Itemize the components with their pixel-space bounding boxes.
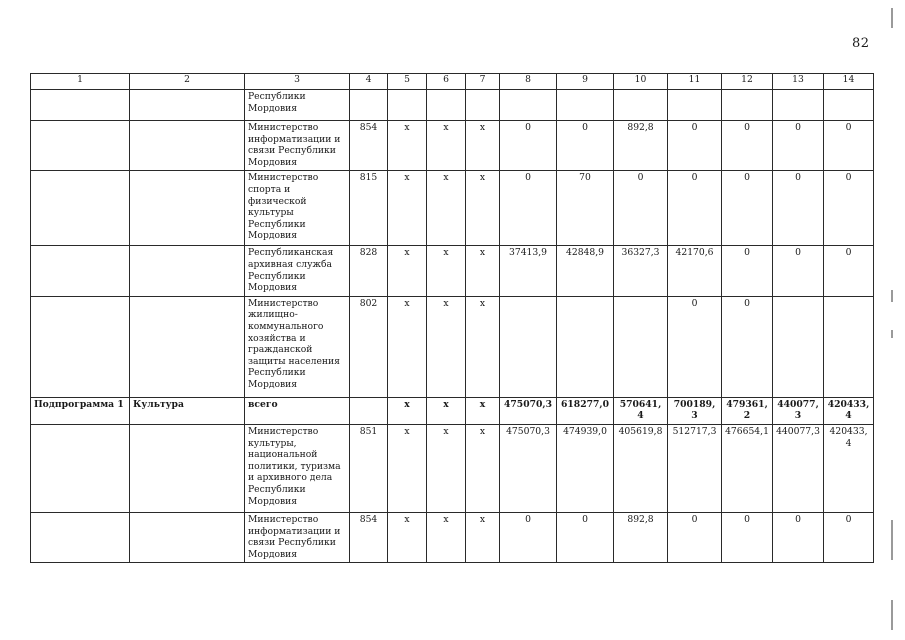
table-cell-col-4: 854	[350, 512, 388, 562]
table-cell-col-1	[31, 121, 130, 171]
column-header-2: 2	[130, 74, 245, 90]
table-cell-col-9: 0	[557, 512, 614, 562]
table-cell-col-3: Республиканская архивная служба Республики Мордовия	[245, 246, 350, 296]
table-cell-col-11: 0	[668, 512, 722, 562]
column-header-10: 10	[614, 74, 668, 90]
table-cell-col-9: 42848,9	[557, 246, 614, 296]
table-cell-col-2	[130, 171, 245, 246]
table-cell-col-14	[824, 296, 874, 397]
table-row	[31, 424, 874, 512]
table-cell-col-3: Министерство спорта и физической культуры Республики Мордовия	[245, 171, 350, 246]
table-row	[31, 121, 874, 171]
table-cell-col-6: х	[427, 246, 466, 296]
table-cell-col-13: 0	[773, 246, 824, 296]
table-cell-col-5: х	[388, 397, 427, 424]
table-cell-col-12: 0	[722, 246, 773, 296]
table-cell-col-11: 700189,3	[668, 397, 722, 424]
table-cell-col-8: 0	[500, 512, 557, 562]
table-cell-col-5: х	[388, 424, 427, 512]
table-cell-col-3: Министерство культуры, национальной политики, туризма и архивного дела Республики Мордовия	[245, 424, 350, 512]
table-cell-col-1	[31, 296, 130, 397]
table-cell-col-6: х	[427, 171, 466, 246]
table-cell-col-8: 0	[500, 121, 557, 171]
table-cell-col-10: 892,8	[614, 121, 668, 171]
table-cell-col-12: 479361,2	[722, 397, 773, 424]
table-row	[31, 512, 874, 562]
table-cell-col-3: Министерство информатизации и связи Республики Мордовия	[245, 512, 350, 562]
table-row	[31, 90, 874, 121]
table-cell-col-3: Министерство жилищно-коммунального хозяйства и гражданской защиты населения Республики Мордовия	[245, 296, 350, 397]
table-cell-col-10: 0	[614, 171, 668, 246]
table-cell-col-1	[31, 171, 130, 246]
table-cell-col-2	[130, 121, 245, 171]
table-cell-col-8: 475070,3	[500, 424, 557, 512]
table-cell-col-8: 475070,3	[500, 397, 557, 424]
table-cell-col-7: х	[466, 397, 500, 424]
table-cell-col-4: 828	[350, 246, 388, 296]
table-cell-col-4	[350, 90, 388, 121]
table-cell-col-7: х	[466, 246, 500, 296]
table-cell-col-9	[557, 90, 614, 121]
table-cell-col-12	[722, 90, 773, 121]
column-header-9: 9	[557, 74, 614, 90]
table-cell-col-10	[614, 90, 668, 121]
table-cell-col-6: х	[427, 512, 466, 562]
column-header-5: 5	[388, 74, 427, 90]
table-cell-col-11: 512717,3	[668, 424, 722, 512]
budget-table	[30, 73, 874, 563]
table-cell-col-13: 0	[773, 512, 824, 562]
table-cell-col-8: 0	[500, 171, 557, 246]
column-header-7: 7	[466, 74, 500, 90]
column-header-12: 12	[722, 74, 773, 90]
table-row	[31, 296, 874, 397]
table-cell-col-5: х	[388, 121, 427, 171]
table-cell-col-5: х	[388, 246, 427, 296]
table-cell-col-7: х	[466, 171, 500, 246]
table-cell-col-1	[31, 246, 130, 296]
table-cell-col-6: х	[427, 121, 466, 171]
table-cell-col-9: 70	[557, 171, 614, 246]
table-cell-col-7: х	[466, 424, 500, 512]
table-cell-col-13: 0	[773, 171, 824, 246]
table-cell-col-1	[31, 424, 130, 512]
table-cell-col-13: 440077,3	[773, 424, 824, 512]
table-cell-col-14	[824, 90, 874, 121]
table-cell-col-9: 474939,0	[557, 424, 614, 512]
table-cell-col-2	[130, 246, 245, 296]
table-row	[31, 246, 874, 296]
table-cell-col-13: 0	[773, 121, 824, 171]
table-cell-col-11	[668, 90, 722, 121]
table-cell-col-9	[557, 296, 614, 397]
column-header-11: 11	[668, 74, 722, 90]
table-cell-col-2	[130, 90, 245, 121]
table-cell-col-10: 36327,3	[614, 246, 668, 296]
table-cell-col-13: 440077,3	[773, 397, 824, 424]
table-cell-col-6: х	[427, 397, 466, 424]
table-cell-col-2	[130, 296, 245, 397]
table-cell-col-14: 420433,4	[824, 397, 874, 424]
column-header-4: 4	[350, 74, 388, 90]
table-cell-col-12: 0	[722, 171, 773, 246]
table-cell-col-9: 0	[557, 121, 614, 171]
table-cell-col-10: 405619,8	[614, 424, 668, 512]
table-cell-col-8	[500, 296, 557, 397]
column-header-1: 1	[31, 74, 130, 90]
table-cell-col-7: х	[466, 512, 500, 562]
table-cell-col-13	[773, 296, 824, 397]
table-cell-col-5	[388, 90, 427, 121]
table-cell-col-11: 0	[668, 121, 722, 171]
table-cell-col-9: 618277,0	[557, 397, 614, 424]
table-row	[31, 171, 874, 246]
table-cell-col-14: 0	[824, 512, 874, 562]
table-cell-col-4: 815	[350, 171, 388, 246]
table-cell-col-5: х	[388, 512, 427, 562]
table-cell-col-4: 802	[350, 296, 388, 397]
table-cell-col-10: 892,8	[614, 512, 668, 562]
column-header-13: 13	[773, 74, 824, 90]
table-cell-col-5: х	[388, 171, 427, 246]
table-header-row	[31, 74, 874, 90]
table-cell-col-3: Министерство информатизации и связи Республики Мордовия	[245, 121, 350, 171]
column-header-3: 3	[245, 74, 350, 90]
table-cell-col-3: Республики Мордовия	[245, 90, 350, 121]
table-cell-col-1: Подпрограмма 1	[31, 397, 130, 424]
table-cell-col-11: 0	[668, 171, 722, 246]
table-cell-col-12: 0	[722, 121, 773, 171]
table-cell-col-14: 0	[824, 121, 874, 171]
table-cell-col-1	[31, 512, 130, 562]
table-cell-col-13	[773, 90, 824, 121]
table-cell-col-14: 420433,4	[824, 424, 874, 512]
table-cell-col-10	[614, 296, 668, 397]
table-cell-col-12: 0	[722, 296, 773, 397]
table-cell-col-10: 570641,4	[614, 397, 668, 424]
table-cell-col-7: х	[466, 121, 500, 171]
table-cell-col-2	[130, 424, 245, 512]
table-cell-col-12: 0	[722, 512, 773, 562]
table-cell-col-3: всего	[245, 397, 350, 424]
table-cell-col-7: х	[466, 296, 500, 397]
table-cell-col-8	[500, 90, 557, 121]
table-cell-col-11: 42170,6	[668, 246, 722, 296]
table-cell-col-4: 851	[350, 424, 388, 512]
table-cell-col-14: 0	[824, 246, 874, 296]
table-cell-col-11: 0	[668, 296, 722, 397]
page-number: 82	[852, 36, 870, 51]
table-body	[31, 90, 874, 563]
table-cell-col-6: х	[427, 296, 466, 397]
column-header-8: 8	[500, 74, 557, 90]
table-cell-col-2	[130, 512, 245, 562]
table-cell-col-6: х	[427, 424, 466, 512]
table-cell-col-4: 854	[350, 121, 388, 171]
column-header-6: 6	[427, 74, 466, 90]
table-cell-col-4	[350, 397, 388, 424]
table-cell-col-5: х	[388, 296, 427, 397]
column-header-14: 14	[824, 74, 874, 90]
scan-edge-marks	[887, 0, 899, 640]
table-cell-col-14: 0	[824, 171, 874, 246]
table-cell-col-7	[466, 90, 500, 121]
table-cell-col-2: Культура	[130, 397, 245, 424]
table-cell-col-8: 37413,9	[500, 246, 557, 296]
table-cell-col-1	[31, 90, 130, 121]
table-row	[31, 397, 874, 424]
table-cell-col-6	[427, 90, 466, 121]
table-cell-col-12: 476654,1	[722, 424, 773, 512]
